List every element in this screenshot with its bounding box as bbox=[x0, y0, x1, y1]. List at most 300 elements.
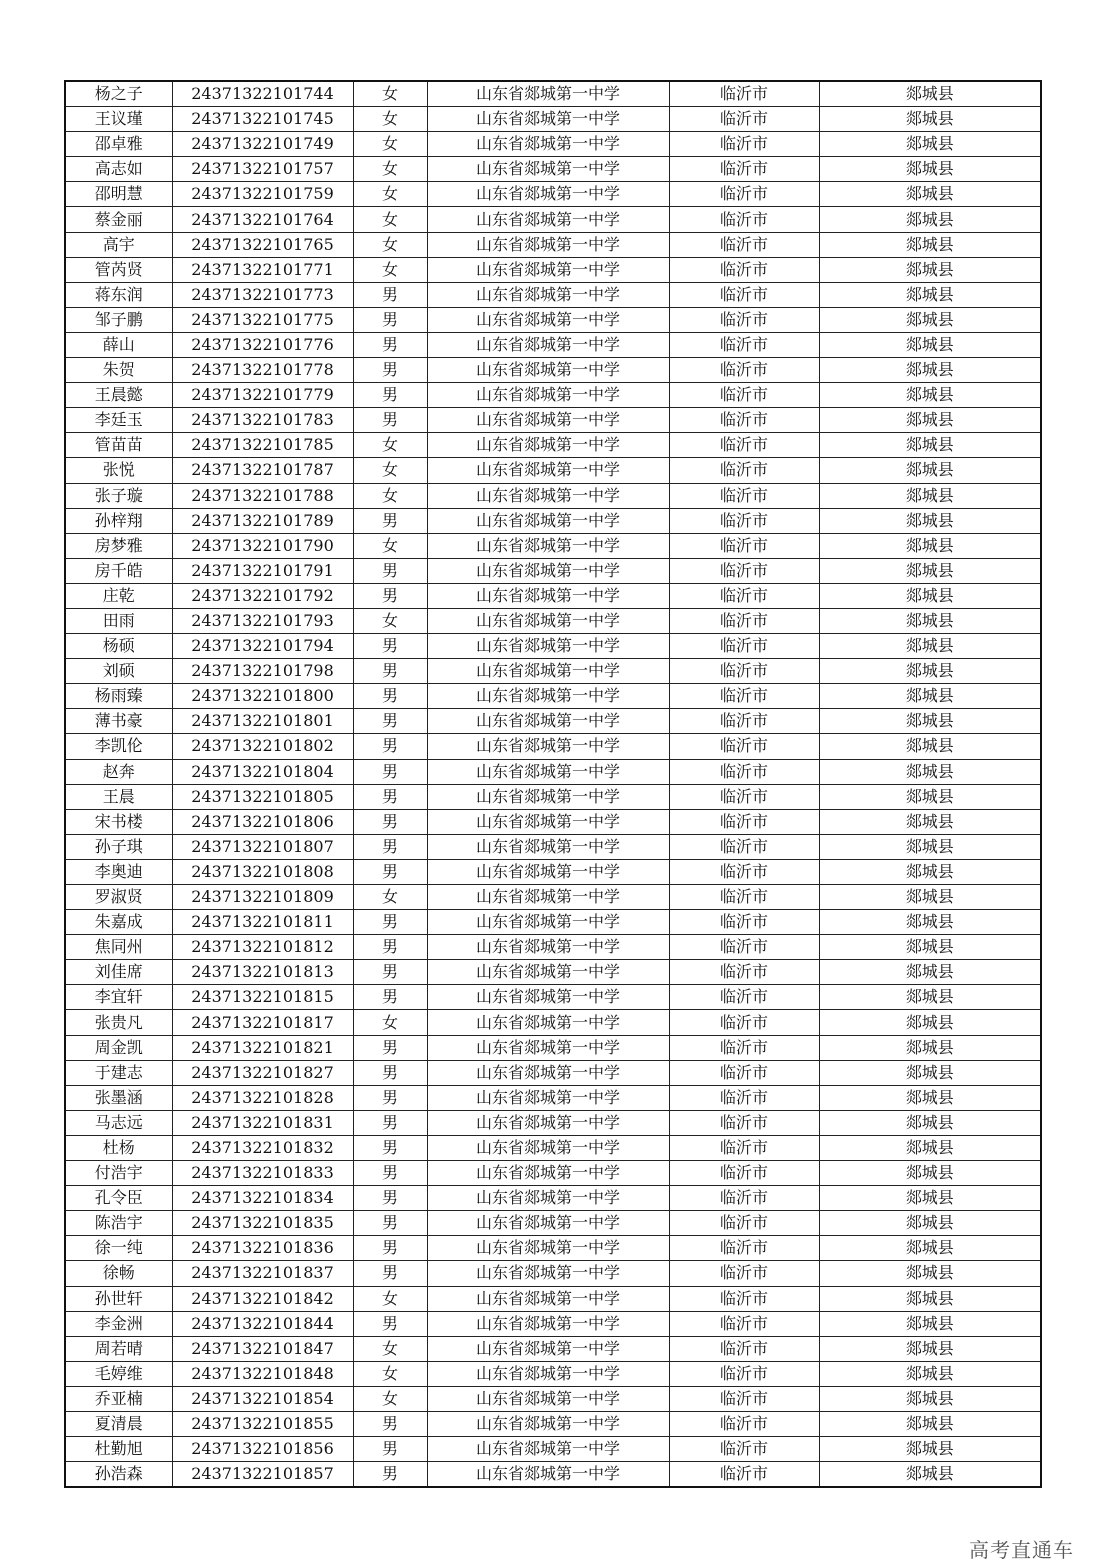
cell-id: 24371322101809 bbox=[172, 885, 353, 910]
cell-name: 孙梓翔 bbox=[65, 508, 172, 533]
cell-county: 郯城县 bbox=[819, 558, 1041, 583]
cell-county: 郯城县 bbox=[819, 784, 1041, 809]
table-row bbox=[65, 1286, 1041, 1311]
table-row bbox=[65, 207, 1041, 232]
cell-id: 24371322101788 bbox=[172, 483, 353, 508]
cell-id: 24371322101856 bbox=[172, 1437, 353, 1462]
watermark-label: 高考直通车 bbox=[969, 1538, 1074, 1562]
cell-city: 临沂市 bbox=[669, 859, 819, 884]
table-row bbox=[65, 885, 1041, 910]
cell-name: 邵卓雅 bbox=[65, 132, 172, 157]
cell-county: 郯城县 bbox=[819, 1135, 1041, 1160]
cell-name: 蒋东润 bbox=[65, 282, 172, 307]
cell-county: 郯城县 bbox=[819, 809, 1041, 834]
table-row bbox=[65, 809, 1041, 834]
table-row bbox=[65, 383, 1041, 408]
cell-city: 临沂市 bbox=[669, 408, 819, 433]
cell-id: 24371322101744 bbox=[172, 81, 353, 107]
cell-school: 山东省郯城第一中学 bbox=[427, 257, 669, 282]
cell-county: 郯城县 bbox=[819, 433, 1041, 458]
cell-county: 郯城县 bbox=[819, 1035, 1041, 1060]
cell-county: 郯城县 bbox=[819, 1286, 1041, 1311]
cell-gender: 男 bbox=[353, 734, 427, 759]
cell-name: 管苗苗 bbox=[65, 433, 172, 458]
cell-gender: 女 bbox=[353, 182, 427, 207]
cell-school: 山东省郯城第一中学 bbox=[427, 935, 669, 960]
cell-city: 临沂市 bbox=[669, 1386, 819, 1411]
cell-gender: 男 bbox=[353, 935, 427, 960]
cell-county: 郯城县 bbox=[819, 282, 1041, 307]
table-row bbox=[65, 182, 1041, 207]
cell-school: 山东省郯城第一中学 bbox=[427, 1236, 669, 1261]
cell-id: 24371322101791 bbox=[172, 558, 353, 583]
cell-school: 山东省郯城第一中学 bbox=[427, 709, 669, 734]
cell-school: 山东省郯城第一中学 bbox=[427, 1336, 669, 1361]
cell-county: 郯城县 bbox=[819, 659, 1041, 684]
cell-school: 山东省郯城第一中学 bbox=[427, 408, 669, 433]
cell-gender: 男 bbox=[353, 1311, 427, 1336]
cell-id: 24371322101857 bbox=[172, 1462, 353, 1488]
cell-gender: 男 bbox=[353, 960, 427, 985]
cell-city: 临沂市 bbox=[669, 784, 819, 809]
cell-name: 高志如 bbox=[65, 157, 172, 182]
cell-county: 郯城县 bbox=[819, 1462, 1041, 1488]
cell-city: 临沂市 bbox=[669, 207, 819, 232]
cell-id: 24371322101801 bbox=[172, 709, 353, 734]
cell-county: 郯城县 bbox=[819, 885, 1041, 910]
cell-id: 24371322101808 bbox=[172, 859, 353, 884]
cell-school: 山东省郯城第一中学 bbox=[427, 583, 669, 608]
cell-gender: 女 bbox=[353, 257, 427, 282]
table-row bbox=[65, 1411, 1041, 1436]
cell-county: 郯城县 bbox=[819, 458, 1041, 483]
table-row bbox=[65, 307, 1041, 332]
cell-city: 临沂市 bbox=[669, 659, 819, 684]
cell-id: 24371322101854 bbox=[172, 1386, 353, 1411]
cell-name: 杨硕 bbox=[65, 634, 172, 659]
cell-gender: 男 bbox=[353, 1437, 427, 1462]
cell-county: 郯城县 bbox=[819, 157, 1041, 182]
cell-name: 于建志 bbox=[65, 1060, 172, 1085]
table-row bbox=[65, 558, 1041, 583]
cell-gender: 男 bbox=[353, 1261, 427, 1286]
cell-id: 24371322101787 bbox=[172, 458, 353, 483]
cell-gender: 男 bbox=[353, 1411, 427, 1436]
cell-school: 山东省郯城第一中学 bbox=[427, 383, 669, 408]
cell-county: 郯城县 bbox=[819, 533, 1041, 558]
cell-gender: 女 bbox=[353, 885, 427, 910]
table-row bbox=[65, 1462, 1041, 1488]
cell-name: 李廷玉 bbox=[65, 408, 172, 433]
cell-county: 郯城县 bbox=[819, 834, 1041, 859]
cell-name: 蔡金丽 bbox=[65, 207, 172, 232]
cell-city: 临沂市 bbox=[669, 1411, 819, 1436]
cell-id: 24371322101807 bbox=[172, 834, 353, 859]
cell-gender: 男 bbox=[353, 558, 427, 583]
cell-name: 庄乾 bbox=[65, 583, 172, 608]
cell-city: 临沂市 bbox=[669, 1085, 819, 1110]
cell-county: 郯城县 bbox=[819, 307, 1041, 332]
cell-city: 临沂市 bbox=[669, 834, 819, 859]
cell-county: 郯城县 bbox=[819, 1437, 1041, 1462]
cell-county: 郯城县 bbox=[819, 1110, 1041, 1135]
cell-county: 郯城县 bbox=[819, 408, 1041, 433]
cell-gender: 男 bbox=[353, 1462, 427, 1488]
cell-id: 24371322101793 bbox=[172, 608, 353, 633]
cell-gender: 男 bbox=[353, 383, 427, 408]
cell-school: 山东省郯城第一中学 bbox=[427, 458, 669, 483]
cell-city: 临沂市 bbox=[669, 1336, 819, 1361]
cell-name: 李金洲 bbox=[65, 1311, 172, 1336]
cell-id: 24371322101749 bbox=[172, 132, 353, 157]
cell-gender: 男 bbox=[353, 1110, 427, 1135]
cell-id: 24371322101806 bbox=[172, 809, 353, 834]
cell-school: 山东省郯城第一中学 bbox=[427, 81, 669, 107]
table-row bbox=[65, 1236, 1041, 1261]
cell-school: 山东省郯城第一中学 bbox=[427, 910, 669, 935]
cell-id: 24371322101827 bbox=[172, 1060, 353, 1085]
cell-county: 郯城县 bbox=[819, 1161, 1041, 1186]
cell-city: 临沂市 bbox=[669, 182, 819, 207]
cell-id: 24371322101834 bbox=[172, 1186, 353, 1211]
cell-county: 郯城县 bbox=[819, 859, 1041, 884]
cell-county: 郯城县 bbox=[819, 182, 1041, 207]
cell-school: 山东省郯城第一中学 bbox=[427, 157, 669, 182]
cell-gender: 男 bbox=[353, 784, 427, 809]
cell-school: 山东省郯城第一中学 bbox=[427, 784, 669, 809]
cell-name: 薛山 bbox=[65, 332, 172, 357]
cell-gender: 女 bbox=[353, 608, 427, 633]
cell-school: 山东省郯城第一中学 bbox=[427, 608, 669, 633]
cell-name: 朱贺 bbox=[65, 358, 172, 383]
cell-id: 24371322101773 bbox=[172, 282, 353, 307]
cell-school: 山东省郯城第一中学 bbox=[427, 533, 669, 558]
table-row bbox=[65, 583, 1041, 608]
cell-name: 王晨懿 bbox=[65, 383, 172, 408]
cell-county: 郯城县 bbox=[819, 81, 1041, 107]
cell-school: 山东省郯城第一中学 bbox=[427, 1211, 669, 1236]
cell-gender: 男 bbox=[353, 759, 427, 784]
cell-id: 24371322101802 bbox=[172, 734, 353, 759]
cell-name: 王议瑾 bbox=[65, 107, 172, 132]
cell-id: 24371322101844 bbox=[172, 1311, 353, 1336]
cell-name: 周若晴 bbox=[65, 1336, 172, 1361]
cell-school: 山东省郯城第一中学 bbox=[427, 132, 669, 157]
cell-school: 山东省郯城第一中学 bbox=[427, 307, 669, 332]
cell-name: 宋书楼 bbox=[65, 809, 172, 834]
cell-school: 山东省郯城第一中学 bbox=[427, 1060, 669, 1085]
cell-county: 郯城县 bbox=[819, 508, 1041, 533]
table-row bbox=[65, 1186, 1041, 1211]
cell-city: 临沂市 bbox=[669, 232, 819, 257]
cell-school: 山东省郯城第一中学 bbox=[427, 558, 669, 583]
cell-school: 山东省郯城第一中学 bbox=[427, 1186, 669, 1211]
cell-name: 管芮贤 bbox=[65, 257, 172, 282]
cell-gender: 女 bbox=[353, 458, 427, 483]
table-row bbox=[65, 1060, 1041, 1085]
cell-name: 焦同州 bbox=[65, 935, 172, 960]
table-row bbox=[65, 132, 1041, 157]
table-row bbox=[65, 408, 1041, 433]
cell-city: 临沂市 bbox=[669, 383, 819, 408]
cell-county: 郯城县 bbox=[819, 634, 1041, 659]
cell-city: 临沂市 bbox=[669, 985, 819, 1010]
cell-city: 临沂市 bbox=[669, 81, 819, 107]
cell-id: 24371322101779 bbox=[172, 383, 353, 408]
cell-id: 24371322101855 bbox=[172, 1411, 353, 1436]
cell-county: 郯城县 bbox=[819, 232, 1041, 257]
cell-gender: 男 bbox=[353, 508, 427, 533]
cell-id: 24371322101775 bbox=[172, 307, 353, 332]
cell-county: 郯城县 bbox=[819, 107, 1041, 132]
cell-county: 郯城县 bbox=[819, 1411, 1041, 1436]
cell-school: 山东省郯城第一中学 bbox=[427, 1386, 669, 1411]
cell-gender: 女 bbox=[353, 1286, 427, 1311]
cell-id: 24371322101785 bbox=[172, 433, 353, 458]
cell-name: 房千皓 bbox=[65, 558, 172, 583]
cell-school: 山东省郯城第一中学 bbox=[427, 684, 669, 709]
cell-city: 临沂市 bbox=[669, 107, 819, 132]
cell-gender: 男 bbox=[353, 332, 427, 357]
cell-id: 24371322101821 bbox=[172, 1035, 353, 1060]
cell-county: 郯城县 bbox=[819, 985, 1041, 1010]
cell-school: 山东省郯城第一中学 bbox=[427, 433, 669, 458]
cell-name: 李奥迪 bbox=[65, 859, 172, 884]
cell-city: 临沂市 bbox=[669, 1035, 819, 1060]
table-row bbox=[65, 1311, 1041, 1336]
cell-county: 郯城县 bbox=[819, 1311, 1041, 1336]
cell-city: 临沂市 bbox=[669, 1236, 819, 1261]
table-row bbox=[65, 508, 1041, 533]
cell-school: 山东省郯城第一中学 bbox=[427, 182, 669, 207]
cell-name: 高宇 bbox=[65, 232, 172, 257]
table-row bbox=[65, 1010, 1041, 1035]
cell-city: 临沂市 bbox=[669, 608, 819, 633]
cell-id: 24371322101811 bbox=[172, 910, 353, 935]
cell-id: 24371322101837 bbox=[172, 1261, 353, 1286]
table-row bbox=[65, 859, 1041, 884]
table-row bbox=[65, 985, 1041, 1010]
cell-gender: 男 bbox=[353, 834, 427, 859]
table-row bbox=[65, 433, 1041, 458]
cell-name: 徐畅 bbox=[65, 1261, 172, 1286]
cell-county: 郯城县 bbox=[819, 483, 1041, 508]
table-row bbox=[65, 1035, 1041, 1060]
cell-city: 临沂市 bbox=[669, 910, 819, 935]
cell-city: 临沂市 bbox=[669, 1060, 819, 1085]
cell-id: 24371322101771 bbox=[172, 257, 353, 282]
cell-gender: 男 bbox=[353, 282, 427, 307]
table-row bbox=[65, 1386, 1041, 1411]
cell-id: 24371322101794 bbox=[172, 634, 353, 659]
cell-name: 房梦雅 bbox=[65, 533, 172, 558]
cell-city: 临沂市 bbox=[669, 257, 819, 282]
cell-name: 刘硕 bbox=[65, 659, 172, 684]
cell-id: 24371322101813 bbox=[172, 960, 353, 985]
cell-id: 24371322101812 bbox=[172, 935, 353, 960]
cell-city: 临沂市 bbox=[669, 1186, 819, 1211]
cell-gender: 女 bbox=[353, 433, 427, 458]
table-row bbox=[65, 81, 1041, 107]
cell-name: 陈浩宇 bbox=[65, 1211, 172, 1236]
cell-gender: 男 bbox=[353, 910, 427, 935]
cell-gender: 男 bbox=[353, 1211, 427, 1236]
cell-gender: 女 bbox=[353, 232, 427, 257]
cell-city: 临沂市 bbox=[669, 282, 819, 307]
cell-name: 张悦 bbox=[65, 458, 172, 483]
cell-name: 周金凯 bbox=[65, 1035, 172, 1060]
cell-city: 临沂市 bbox=[669, 483, 819, 508]
cell-name: 张墨涵 bbox=[65, 1085, 172, 1110]
cell-gender: 男 bbox=[353, 583, 427, 608]
cell-name: 孙子琪 bbox=[65, 834, 172, 859]
cell-gender: 男 bbox=[353, 307, 427, 332]
cell-county: 郯城县 bbox=[819, 608, 1041, 633]
cell-county: 郯城县 bbox=[819, 207, 1041, 232]
cell-name: 邵明慧 bbox=[65, 182, 172, 207]
cell-gender: 男 bbox=[353, 659, 427, 684]
cell-county: 郯城县 bbox=[819, 910, 1041, 935]
cell-name: 夏清晨 bbox=[65, 1411, 172, 1436]
cell-city: 临沂市 bbox=[669, 709, 819, 734]
cell-name: 薄书豪 bbox=[65, 709, 172, 734]
cell-gender: 女 bbox=[353, 207, 427, 232]
table-row bbox=[65, 1361, 1041, 1386]
cell-gender: 男 bbox=[353, 1161, 427, 1186]
cell-name: 邹子鹏 bbox=[65, 307, 172, 332]
cell-city: 临沂市 bbox=[669, 583, 819, 608]
cell-city: 临沂市 bbox=[669, 759, 819, 784]
cell-gender: 女 bbox=[353, 533, 427, 558]
cell-county: 郯城县 bbox=[819, 1361, 1041, 1386]
cell-name: 杜勤旭 bbox=[65, 1437, 172, 1462]
cell-school: 山东省郯城第一中学 bbox=[427, 1411, 669, 1436]
cell-id: 24371322101790 bbox=[172, 533, 353, 558]
cell-gender: 女 bbox=[353, 1010, 427, 1035]
table-row bbox=[65, 282, 1041, 307]
cell-id: 24371322101765 bbox=[172, 232, 353, 257]
cell-school: 山东省郯城第一中学 bbox=[427, 1311, 669, 1336]
cell-name: 徐一纯 bbox=[65, 1236, 172, 1261]
cell-school: 山东省郯城第一中学 bbox=[427, 1135, 669, 1160]
cell-id: 24371322101804 bbox=[172, 759, 353, 784]
cell-gender: 男 bbox=[353, 809, 427, 834]
cell-name: 田雨 bbox=[65, 608, 172, 633]
cell-id: 24371322101776 bbox=[172, 332, 353, 357]
cell-city: 临沂市 bbox=[669, 332, 819, 357]
cell-county: 郯城县 bbox=[819, 1186, 1041, 1211]
cell-school: 山东省郯城第一中学 bbox=[427, 232, 669, 257]
cell-school: 山东省郯城第一中学 bbox=[427, 1286, 669, 1311]
cell-id: 24371322101831 bbox=[172, 1110, 353, 1135]
cell-id: 24371322101828 bbox=[172, 1085, 353, 1110]
table-row bbox=[65, 358, 1041, 383]
roster-sheet bbox=[64, 80, 1040, 1488]
cell-gender: 女 bbox=[353, 1386, 427, 1411]
cell-name: 付浩宇 bbox=[65, 1161, 172, 1186]
cell-name: 孙世轩 bbox=[65, 1286, 172, 1311]
cell-city: 临沂市 bbox=[669, 809, 819, 834]
cell-school: 山东省郯城第一中学 bbox=[427, 1261, 669, 1286]
cell-name: 马志远 bbox=[65, 1110, 172, 1135]
cell-school: 山东省郯城第一中学 bbox=[427, 1085, 669, 1110]
cell-city: 临沂市 bbox=[669, 1437, 819, 1462]
table-row bbox=[65, 232, 1041, 257]
cell-county: 郯城县 bbox=[819, 734, 1041, 759]
cell-gender: 男 bbox=[353, 709, 427, 734]
cell-school: 山东省郯城第一中学 bbox=[427, 1361, 669, 1386]
cell-gender: 女 bbox=[353, 483, 427, 508]
cell-city: 临沂市 bbox=[669, 634, 819, 659]
cell-id: 24371322101847 bbox=[172, 1336, 353, 1361]
cell-county: 郯城县 bbox=[819, 1336, 1041, 1361]
cell-name: 罗淑贤 bbox=[65, 885, 172, 910]
cell-name: 杜杨 bbox=[65, 1135, 172, 1160]
cell-county: 郯城县 bbox=[819, 1236, 1041, 1261]
cell-school: 山东省郯城第一中学 bbox=[427, 659, 669, 684]
cell-id: 24371322101848 bbox=[172, 1361, 353, 1386]
table-row bbox=[65, 1437, 1041, 1462]
cell-id: 24371322101759 bbox=[172, 182, 353, 207]
cell-city: 临沂市 bbox=[669, 1286, 819, 1311]
cell-id: 24371322101757 bbox=[172, 157, 353, 182]
table-row bbox=[65, 1085, 1041, 1110]
cell-school: 山东省郯城第一中学 bbox=[427, 859, 669, 884]
cell-city: 临沂市 bbox=[669, 508, 819, 533]
cell-school: 山东省郯城第一中学 bbox=[427, 332, 669, 357]
table-row bbox=[65, 1211, 1041, 1236]
cell-county: 郯城县 bbox=[819, 1386, 1041, 1411]
cell-county: 郯城县 bbox=[819, 1261, 1041, 1286]
cell-city: 临沂市 bbox=[669, 558, 819, 583]
table-row bbox=[65, 935, 1041, 960]
cell-id: 24371322101800 bbox=[172, 684, 353, 709]
cell-name: 杨之子 bbox=[65, 81, 172, 107]
table-row bbox=[65, 1110, 1041, 1135]
table-row bbox=[65, 533, 1041, 558]
cell-county: 郯城县 bbox=[819, 1085, 1041, 1110]
cell-school: 山东省郯城第一中学 bbox=[427, 1010, 669, 1035]
cell-county: 郯城县 bbox=[819, 960, 1041, 985]
cell-county: 郯城县 bbox=[819, 257, 1041, 282]
cell-id: 24371322101835 bbox=[172, 1211, 353, 1236]
table-row bbox=[65, 608, 1041, 633]
table-row bbox=[65, 107, 1041, 132]
cell-city: 临沂市 bbox=[669, 960, 819, 985]
table-row bbox=[65, 960, 1041, 985]
cell-gender: 男 bbox=[353, 684, 427, 709]
table-row bbox=[65, 659, 1041, 684]
cell-id: 24371322101789 bbox=[172, 508, 353, 533]
table-row bbox=[65, 910, 1041, 935]
cell-id: 24371322101815 bbox=[172, 985, 353, 1010]
cell-name: 刘佳席 bbox=[65, 960, 172, 985]
cell-city: 临沂市 bbox=[669, 307, 819, 332]
cell-name: 张贵凡 bbox=[65, 1010, 172, 1035]
cell-gender: 男 bbox=[353, 985, 427, 1010]
cell-school: 山东省郯城第一中学 bbox=[427, 483, 669, 508]
cell-school: 山东省郯城第一中学 bbox=[427, 1035, 669, 1060]
cell-id: 24371322101832 bbox=[172, 1135, 353, 1160]
table-row bbox=[65, 1161, 1041, 1186]
cell-name: 李宜轩 bbox=[65, 985, 172, 1010]
cell-id: 24371322101817 bbox=[172, 1010, 353, 1035]
roster-table bbox=[64, 80, 1042, 1488]
cell-city: 临沂市 bbox=[669, 358, 819, 383]
cell-school: 山东省郯城第一中学 bbox=[427, 885, 669, 910]
roster-table-body bbox=[65, 81, 1041, 1487]
table-row bbox=[65, 332, 1041, 357]
